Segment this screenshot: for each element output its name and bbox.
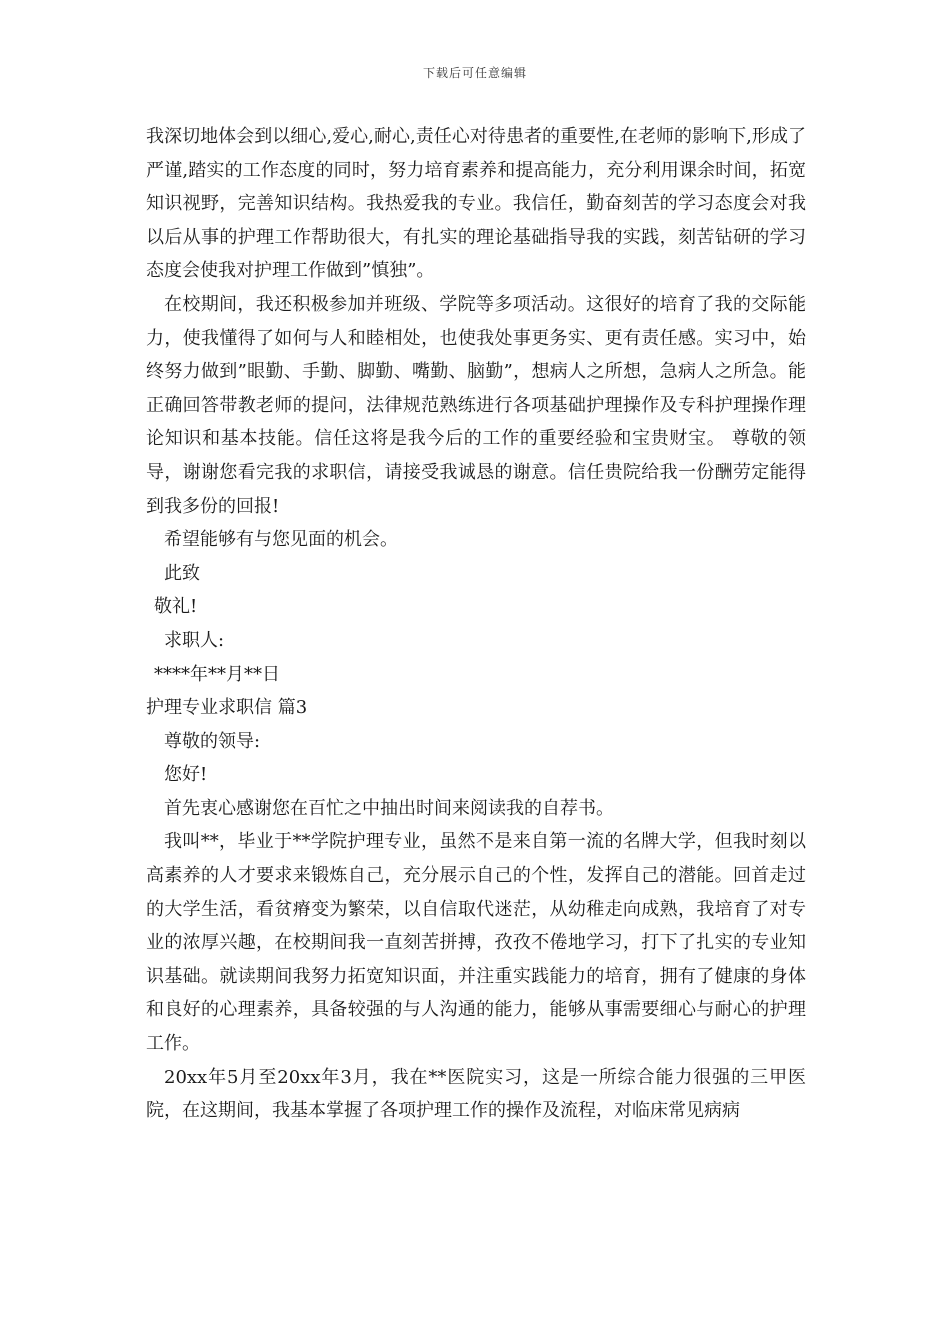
- paragraph-self-intro: 我叫**，毕业于**学院护理专业，虽然不是来自第一流的名牌大学，但我时刻以高素养的人才要求来锻炼自己，充分展示自己的个性，发挥自己的潜能。回首走过的大学生活，看贫瘠变为繁荣，以自信取代迷茫，从幼稚走向成熟，我培育了对专业的浓厚兴趣，在校期间我一直刻苦拼搏，孜孜不倦地学习，打下了扎实的专业知识基础。就读期间我努力拓宽知识面，并注重实践能力的培育，拥有了健康的身体和良好的心理素养，具备较强的与人沟通的能力，能够从事需要细心与耐心的护理工作。: [146, 831, 806, 1055]
- greeting: 您好!: [164, 764, 208, 786]
- closing-jingli: 敬礼!: [154, 596, 198, 618]
- paragraph-thanks: 首先衷心感谢您在百忙之中抽出时间来阅读我的自荐书。: [164, 797, 614, 819]
- paragraph-continued: 我深切地体会到以细心,爱心,耐心,责任心对待患者的重要性,在老师的影响下,形成了严谨,踏实的工作态度的同时，努力培育素养和提高能力，充分利用课余时间，拓宽知识视野，完善知识结构。我热爱我的专业。我信任，勤奋刻苦的学习态度会对我以后从事的护理工作帮助很大，有扎实的理论基础指导我的实践，刻苦钻研的学习态度会使我对护理工作做到”慎独”。: [146, 126, 806, 282]
- paragraph-campus-activities: 在校期间，我还积极参加并班级、学院等多项活动。这很好的培育了我的交际能力，使我懂得了如何与人和睦相处，也使我处事更务实、更有责任感。实习中，始终努力做到”眼勤、手勤、脚勤、嘴勤、脑勤”，想病人之所想，急病人之所急。能正确回答带教老师的提问，法律规范熟练进行各项基础护理操作及专科护理操作理论知识和基本技能。信任这将是我今后的工作的重要经验和宝贵财宝。 尊敬的领导，谢谢您看完我的求职信，请接受我诚恳的谢意。信任贵院给我一份酬劳定能得到我多份的回报!: [146, 293, 806, 517]
- letter-date: ****年**月**日: [154, 663, 280, 685]
- document-body: [146, 120, 806, 1128]
- page-header: 下载后可任意编辑: [422, 66, 527, 80]
- closing-cizhi: 此致: [164, 562, 200, 584]
- salutation: 尊敬的领导:: [164, 730, 261, 752]
- applicant-label: 求职人:: [164, 629, 225, 651]
- paragraph-hope-meeting: 希望能够有与您见面的机会。: [164, 529, 398, 551]
- section-title: 护理专业求职信 篇3: [146, 697, 308, 719]
- paragraph-internship: 20xx年5月至20xx年3月，我在**医院实习，这是一所综合能力很强的三甲医院，在这期间，我基本掌握了各项护理工作的操作及流程，对临床常见病病: [146, 1066, 806, 1122]
